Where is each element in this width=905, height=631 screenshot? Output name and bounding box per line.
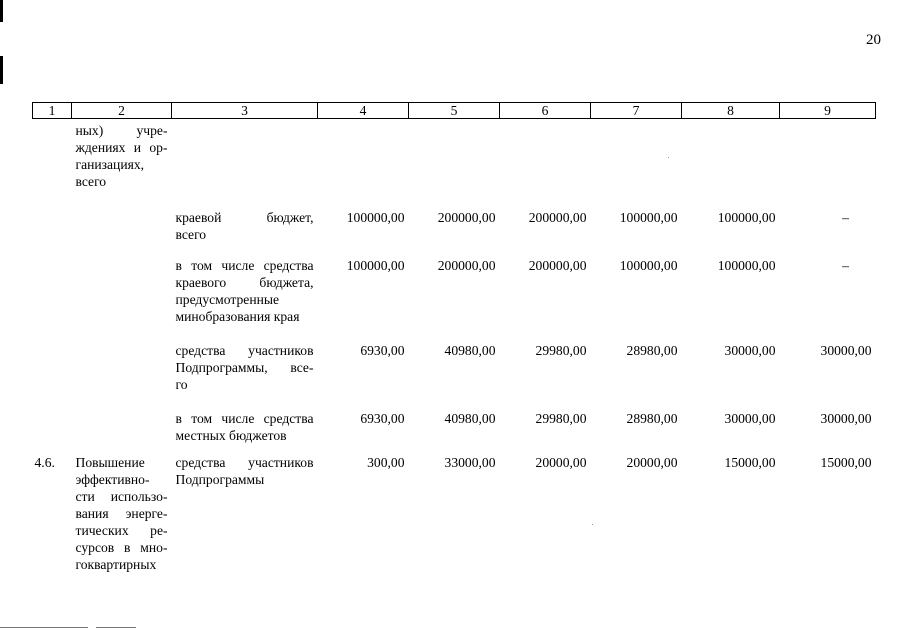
scan-speck xyxy=(668,157,669,158)
measure-name xyxy=(72,209,172,257)
measure-name-line: ждениях и ор- xyxy=(75,140,168,155)
funding-source-line: всего xyxy=(175,227,207,242)
row-index xyxy=(33,257,72,342)
row-index xyxy=(33,119,72,210)
measure-name-line: ганизациях, xyxy=(75,157,145,172)
amount-cell: 6930,00 xyxy=(360,343,405,358)
measure-name-line: сти использо- xyxy=(75,489,168,504)
column-header: 7 xyxy=(591,103,682,119)
scan-edge-mark xyxy=(0,0,3,22)
amount-cell: – xyxy=(842,258,849,273)
row-index xyxy=(33,410,72,454)
funding-source-line: го xyxy=(175,377,188,392)
measure-name-line: эффективно- xyxy=(75,472,150,487)
amount-cell: – xyxy=(842,210,849,225)
funding-source-line: средства участников xyxy=(175,343,314,358)
table-header xyxy=(33,103,876,119)
amount-cell: 200000,00 xyxy=(528,258,587,273)
amount-cell: 30000,00 xyxy=(724,343,776,358)
column-header: 6 xyxy=(500,103,591,119)
column-header: 8 xyxy=(682,103,780,119)
scan-edge-mark xyxy=(0,56,3,84)
amount-cell: 100000,00 xyxy=(619,210,678,225)
funding-source xyxy=(172,209,318,257)
amount-cell xyxy=(591,119,682,210)
funding-source-line: в том числе средства xyxy=(175,411,314,426)
funding-source-line: средства участников xyxy=(175,455,314,470)
amount-cell: 200000,00 xyxy=(437,210,496,225)
measure-name-line: гоквартирных xyxy=(75,557,157,572)
measure-name xyxy=(72,257,172,342)
table-row xyxy=(33,209,876,257)
funding-source-line: краевой бюджет, xyxy=(175,210,314,225)
row-index xyxy=(33,209,72,257)
amount-cell: 28980,00 xyxy=(626,343,678,358)
amount-cell: 200000,00 xyxy=(528,210,587,225)
funding-source xyxy=(172,257,318,342)
amount-cell xyxy=(500,119,591,210)
scan-speck xyxy=(592,524,593,525)
amount-cell: 40980,00 xyxy=(444,411,496,426)
measure-name-line: ных) учре- xyxy=(75,123,168,138)
scan-bottom-rule xyxy=(96,627,136,628)
amount-cell: 300,00 xyxy=(367,455,405,470)
measure-name xyxy=(72,119,172,210)
table-row xyxy=(33,257,876,342)
amount-cell: 20000,00 xyxy=(535,455,587,470)
page-number: 20 xyxy=(866,32,881,48)
amount-cell: 200000,00 xyxy=(437,258,496,273)
amount-cell: 29980,00 xyxy=(535,411,587,426)
funding-source xyxy=(172,342,318,410)
table-row xyxy=(33,454,876,573)
funding-source-line: в том числе средства xyxy=(175,258,314,273)
amount-cell: 100000,00 xyxy=(717,210,776,225)
funding-source-line: местных бюджетов xyxy=(175,428,287,443)
column-header: 9 xyxy=(780,103,876,119)
funding-source xyxy=(172,454,318,573)
amount-cell: 28980,00 xyxy=(626,411,678,426)
header-row xyxy=(33,103,876,119)
budget-table xyxy=(32,102,876,573)
measure-name-line: тических ре- xyxy=(75,523,168,538)
table-row xyxy=(33,342,876,410)
funding-source-line: минобразования края xyxy=(175,309,300,324)
measure-name-line: сурсов в мно- xyxy=(75,540,168,555)
amount-cell: 15000,00 xyxy=(820,455,872,470)
amount-cell xyxy=(409,119,500,210)
column-header: 2 xyxy=(72,103,172,119)
scan-bottom-rule xyxy=(0,627,88,628)
amount-cell: 30000,00 xyxy=(820,343,872,358)
amount-cell: 6930,00 xyxy=(360,411,405,426)
funding-source-line: предусмотренные xyxy=(175,292,280,307)
amount-cell: 100000,00 xyxy=(717,258,776,273)
measure-name xyxy=(72,342,172,410)
amount-cell: 20000,00 xyxy=(626,455,678,470)
amount-cell: 30000,00 xyxy=(724,411,776,426)
row-index xyxy=(33,342,72,410)
measure-name-line: всего xyxy=(75,174,107,189)
measure-name-line: вания энерге- xyxy=(75,506,168,521)
amount-cell: 100000,00 xyxy=(346,210,405,225)
amount-cell: 100000,00 xyxy=(619,258,678,273)
funding-source-line: Подпрограммы xyxy=(175,472,265,487)
measure-name xyxy=(72,454,172,573)
amount-cell: 100000,00 xyxy=(346,258,405,273)
amount-cell xyxy=(682,119,780,210)
measure-name xyxy=(72,410,172,454)
amount-cell: 29980,00 xyxy=(535,343,587,358)
row-index: 4.6. xyxy=(34,455,55,470)
column-header: 3 xyxy=(172,103,318,119)
amount-cell xyxy=(318,119,409,210)
column-header: 4 xyxy=(318,103,409,119)
funding-source xyxy=(172,410,318,454)
column-header: 5 xyxy=(409,103,500,119)
column-header: 1 xyxy=(33,103,72,119)
table-row xyxy=(33,410,876,454)
funding-source-line: Подпрограммы, все- xyxy=(175,360,314,375)
table-row xyxy=(33,119,876,210)
funding-source-line: краевого бюджета, xyxy=(175,275,314,290)
amount-cell: 33000,00 xyxy=(444,455,496,470)
table-body xyxy=(33,119,876,574)
measure-name-line: Повышение xyxy=(75,455,145,470)
amount-cell: 40980,00 xyxy=(444,343,496,358)
amount-cell: 30000,00 xyxy=(820,411,872,426)
funding-source xyxy=(172,119,318,210)
amount-cell xyxy=(780,119,876,210)
amount-cell: 15000,00 xyxy=(724,455,776,470)
